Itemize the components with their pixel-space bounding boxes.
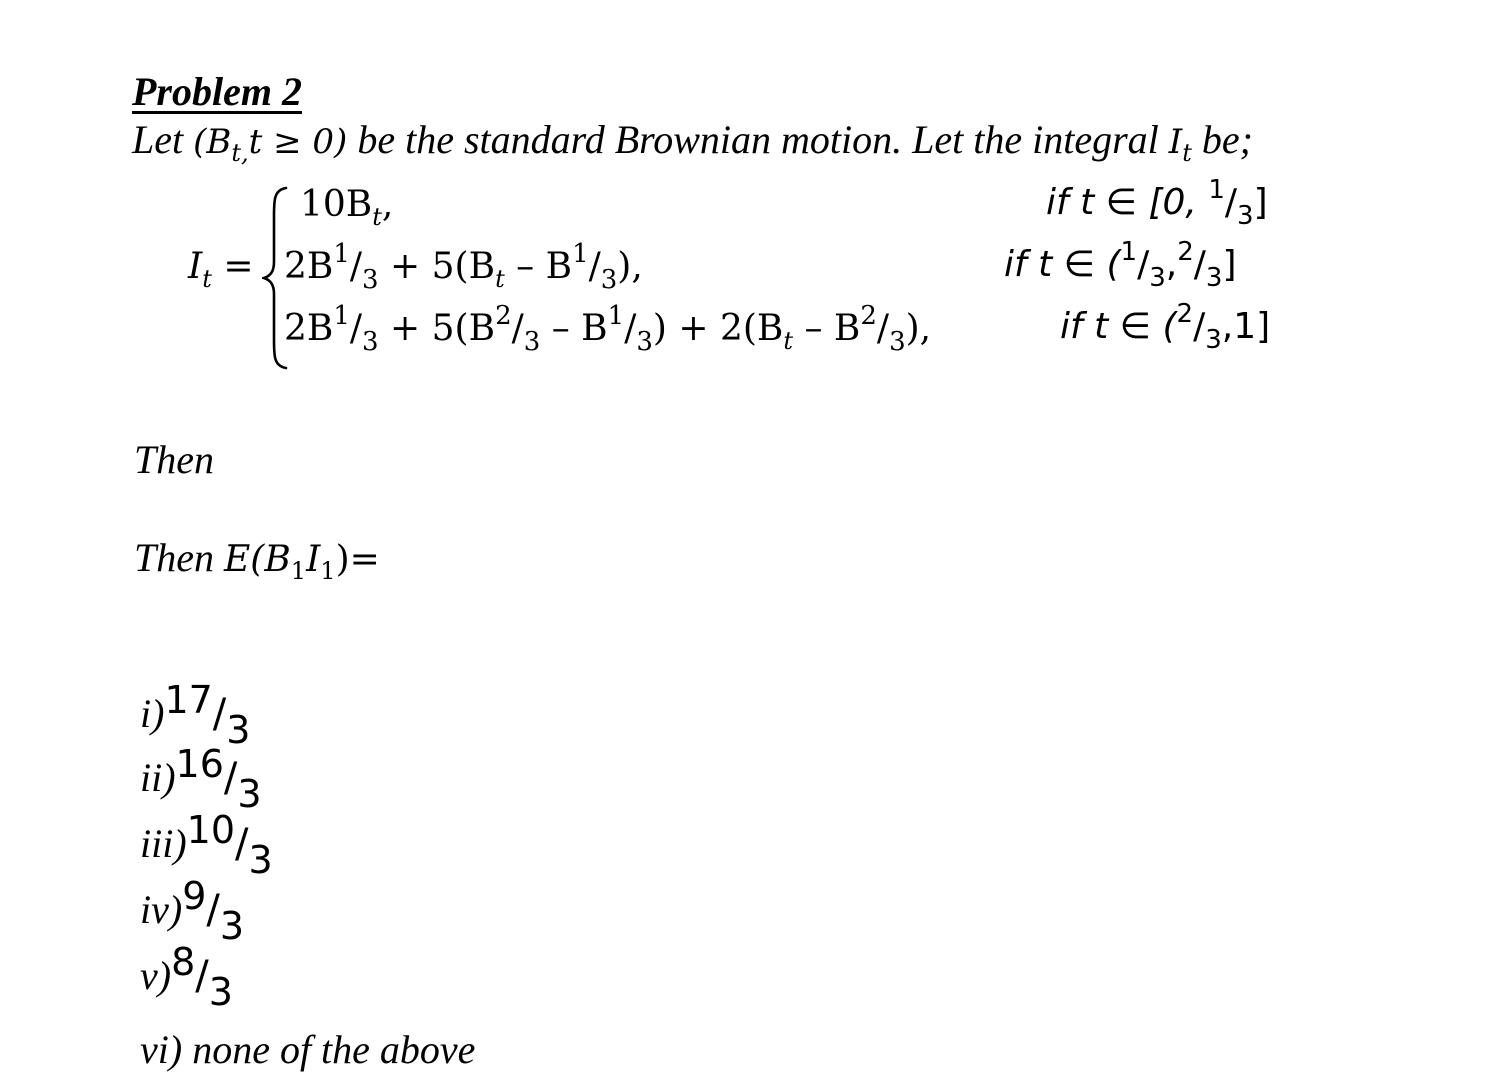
intro-middle: be the standard Brownian motion. Let the integral: [347, 117, 1169, 162]
intro-process-sub: t,: [231, 139, 249, 167]
case-2-part-b: + 5(B: [378, 246, 496, 287]
case-3-cond-prefix: if t ∈ (: [1060, 306, 1177, 347]
case-3-cond-end: ,1]: [1221, 306, 1271, 347]
problem-intro: [132, 116, 1253, 167]
intro-prefix: Let: [132, 117, 194, 162]
question-expr-mid: I: [306, 539, 321, 580]
case-2-part-b-sub: t: [495, 265, 505, 293]
option-ii-num: 16: [175, 742, 224, 786]
case-3-cond-num: 2: [1176, 299, 1194, 329]
question-prefix: Then: [134, 535, 224, 580]
case-3-part-a-num: 1: [333, 301, 350, 331]
case-3-part-e: – B: [793, 308, 861, 349]
case-3-cond-den: 3: [1205, 325, 1222, 355]
then-line: Then: [134, 437, 214, 482]
case-3-part-b: + 5(B: [378, 308, 496, 349]
case-2-cond-num1: 1: [1120, 237, 1138, 267]
case-3-expression: $2B^1/_3 + 5(B^2/_3 - B^1/_3) + 2(B_t - B^2/_3)$,: [284, 301, 932, 357]
option-iv-num: 9: [182, 874, 207, 918]
case-3-part-a-den: 3: [362, 327, 379, 357]
lhs-sub: t: [202, 265, 212, 293]
case-2-part-c-num: 1: [572, 239, 589, 269]
case-3-part-c-den: 3: [636, 327, 653, 357]
option-v-num: 8: [171, 940, 196, 984]
case-3-part-b-num: 2: [495, 301, 512, 331]
case-3-part-b-den: 3: [523, 327, 541, 357]
intro-integral: [1168, 122, 1192, 167]
case-1-expression: [300, 184, 394, 231]
case-1-condition: if t ∈ [0, $^1/_3$]: [1046, 175, 1268, 231]
case-2-part-a-num: 1: [333, 239, 350, 269]
case-2-cond-prefix: if t ∈ (: [1004, 244, 1121, 285]
question-sub2: 1: [320, 557, 336, 585]
case-2-cond-den2: 3: [1205, 263, 1223, 293]
option-iv: iv)9/3: [140, 874, 245, 948]
case-2-part-a-den: 3: [362, 265, 379, 295]
case-3-part-end: ),: [905, 308, 932, 349]
option-i: i)17/3: [140, 678, 251, 752]
option-ii-den: 3: [237, 772, 262, 816]
intro-integral-sub: t: [1182, 139, 1192, 167]
option-iv-den: 3: [219, 904, 245, 948]
case-3-part-a: 2B: [284, 308, 334, 349]
case-3-part-c: – B: [540, 308, 608, 349]
question-sub1: 1: [290, 557, 307, 585]
case-2-cond-num2: 2: [1177, 237, 1194, 267]
intro-process: [193, 122, 348, 167]
case-3-condition: if t ∈ $(^2/_3,1]$: [1060, 299, 1271, 355]
case-2-cond-den1: 3: [1149, 263, 1166, 293]
option-i-num: 17: [164, 678, 213, 722]
case-2-condition: if t ∈ $(^1/_3,^2/_3]$: [1004, 237, 1237, 293]
case-1-cond-num: 1: [1208, 175, 1225, 205]
case-3-part-d-sub: t: [783, 327, 794, 355]
case-2-part-c-den: 3: [600, 265, 618, 295]
question-line: [134, 534, 380, 585]
case-1-expr-main: 10B: [300, 184, 373, 225]
option-vi: [140, 1026, 475, 1073]
option-v: v)8/3: [140, 940, 233, 1014]
case-2-cond-end: ]: [1222, 244, 1237, 285]
case-3-part-d: ) + 2(B: [652, 308, 784, 349]
option-i-label: i): [140, 691, 165, 736]
intro-suffix: be;: [1191, 117, 1253, 162]
problem-title: Problem 2: [132, 69, 302, 114]
intro-integral-symbol: I: [1168, 122, 1183, 162]
option-iii-label: iii): [140, 821, 187, 866]
option-ii: ii)16/3: [140, 742, 262, 816]
case-1-cond-end: ]: [1253, 182, 1268, 223]
option-vi-label: vi) none of the above: [140, 1027, 476, 1072]
option-i-den: 3: [226, 708, 251, 752]
lhs-symbol: I: [188, 246, 203, 287]
option-iv-label: iv): [140, 887, 183, 932]
option-v-den: 3: [208, 970, 233, 1014]
case-1-cond-prefix: if t ∈ [0,: [1046, 182, 1209, 223]
case-3-part-c-num: 1: [607, 301, 625, 331]
case-3-part-e-den: 3: [889, 327, 906, 357]
case-2-cond-mid: ,: [1165, 244, 1178, 285]
case-2-part-end: ),: [617, 246, 643, 287]
case-3-part-e-num: 2: [860, 301, 877, 331]
option-v-label: v): [140, 953, 172, 998]
question-expr-start: E(B: [224, 539, 291, 580]
option-iii-num: 10: [186, 808, 236, 852]
case-1-expr-end: ,: [381, 184, 394, 225]
option-iii-den: 3: [248, 838, 273, 882]
question-expr-end: )=: [335, 539, 380, 580]
case-2-part-a: 2B: [284, 246, 334, 287]
case-2-expression: $2B^1/_3 + 5(B_t - B^1/_3)$,: [284, 239, 643, 295]
intro-process-symbol: (B: [193, 122, 232, 162]
case-2-part-c: – B: [504, 246, 573, 287]
question-expression: [224, 539, 380, 585]
definition-lhs: [188, 246, 254, 293]
case-1-cond-den: 3: [1237, 201, 1254, 231]
option-iii: iii)10/3: [140, 808, 273, 882]
case-1-expr-sub: t: [372, 203, 382, 231]
option-ii-label: ii): [140, 755, 176, 800]
lhs-equals: =: [211, 246, 254, 287]
intro-process-rest: t ≥ 0): [248, 122, 348, 162]
